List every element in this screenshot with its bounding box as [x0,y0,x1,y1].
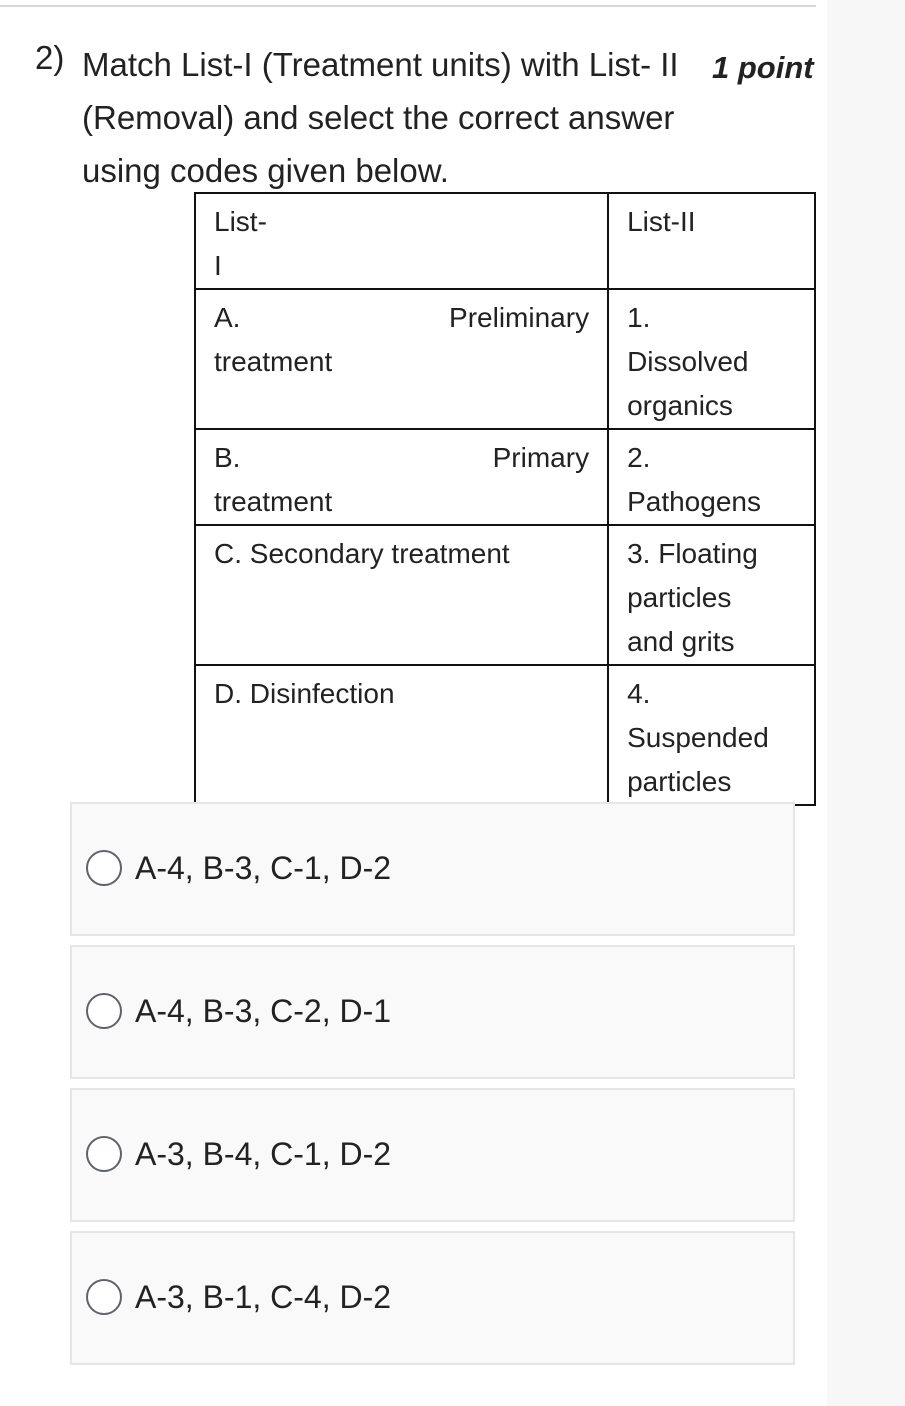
list2-item-3: 3. Floating particles and grits [608,525,815,665]
answer-option-3[interactable] [70,1088,795,1222]
match-table [194,192,816,806]
question-text: Match List-I (Treatment units) with List- II (Removal) and select the correct answer using codes given below. [82,46,679,189]
question-points: 1 point [712,50,814,85]
right-gutter [827,0,905,1406]
list2-item-2: 2. Pathogens [608,429,815,525]
answer-option-2[interactable] [70,945,795,1079]
option-label: A-3, B-1, C-4, D-2 [135,1279,392,1315]
answer-option-4[interactable] [70,1231,795,1365]
top-divider [0,5,816,7]
radio-button[interactable] [86,1136,122,1172]
answer-option-1[interactable] [70,802,795,936]
list2-item-4: 4. Suspended particles [608,665,815,805]
table-row [195,429,815,525]
radio-button[interactable] [86,1279,122,1315]
option-label: A-4, B-3, C-1, D-2 [135,850,392,886]
radio-button[interactable] [86,993,122,1029]
table-row [195,665,815,805]
radio-button[interactable] [86,850,122,886]
list1-item-d: D. Disinfection [195,665,608,805]
question-number: 2) [35,39,65,76]
header-list-2: List-II [608,193,815,289]
option-label: A-4, B-3, C-2, D-1 [135,993,392,1029]
list1-item-b: B. Primary treatment [195,429,608,525]
list2-item-1: 1. Dissolved organics [608,289,815,429]
list1-item-a: A. Preliminary treatment [195,289,608,429]
table-header-row [195,193,815,289]
header-list-1: List- I [195,193,608,289]
table-row [195,289,815,429]
table-row [195,525,815,665]
list1-item-c: C. Secondary treatment [195,525,608,665]
option-label: A-3, B-4, C-1, D-2 [135,1136,392,1172]
